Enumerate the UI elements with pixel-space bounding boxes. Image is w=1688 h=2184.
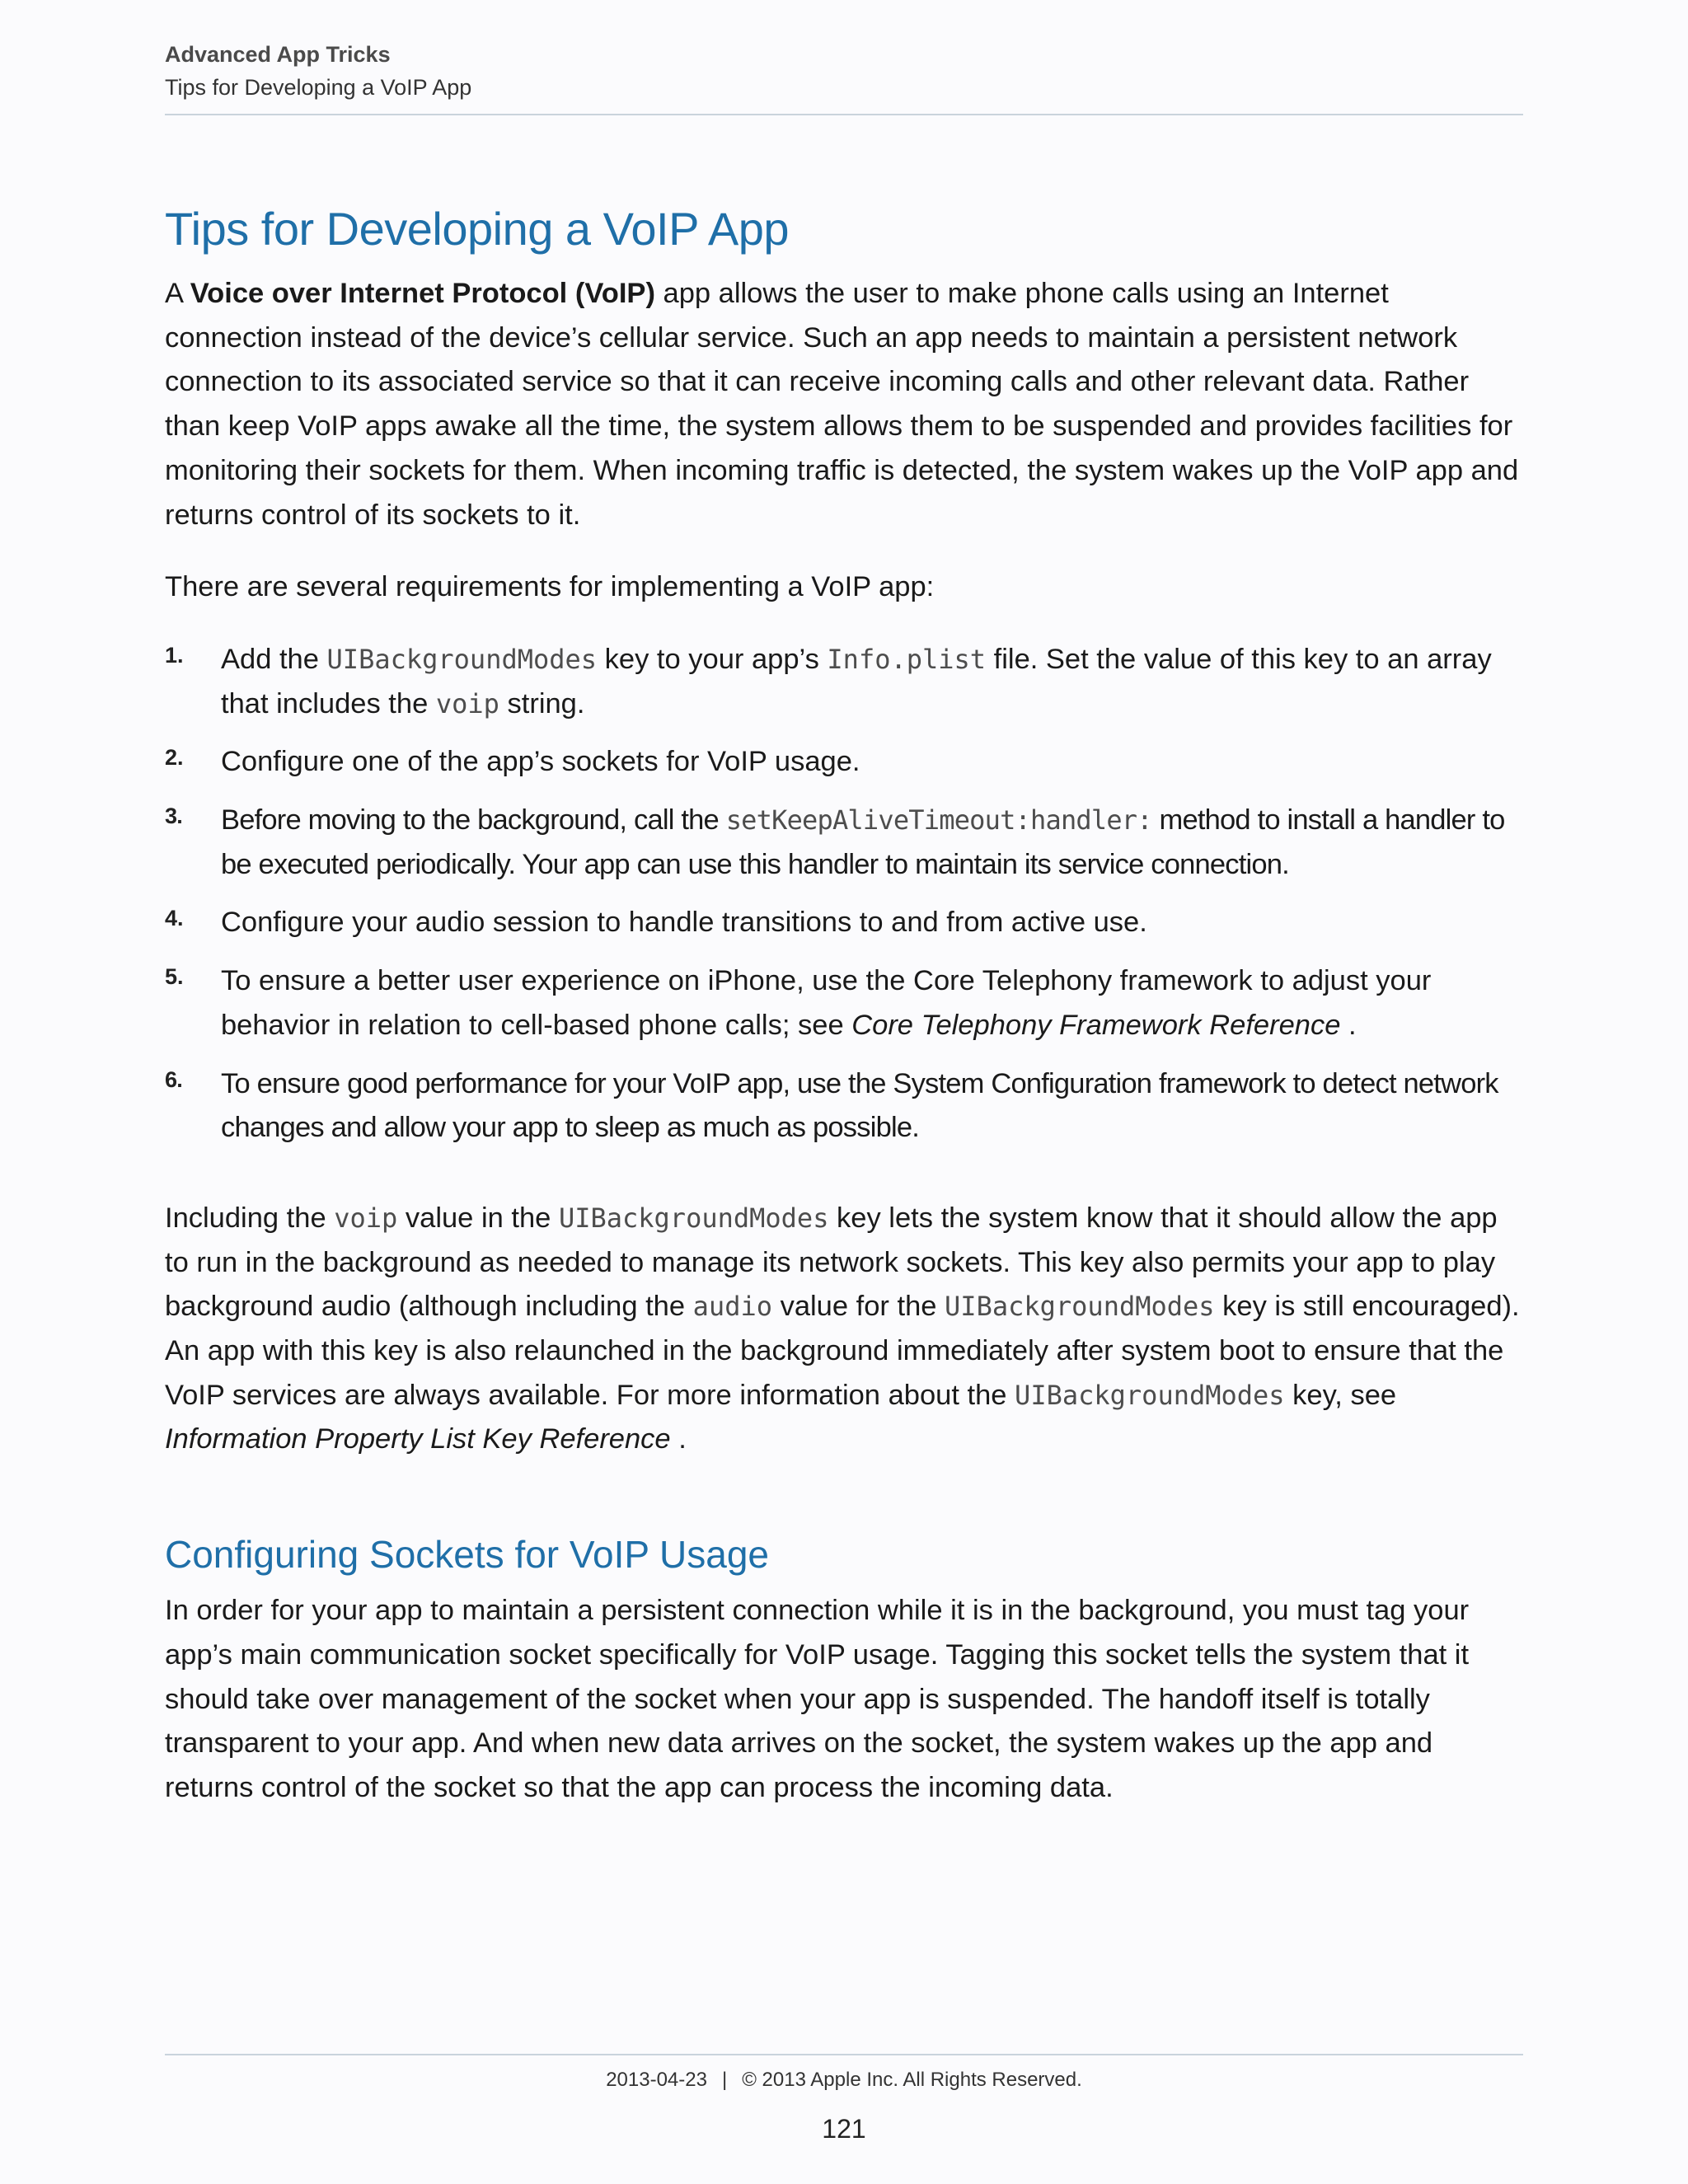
footer-separator: |: [721, 2069, 728, 2091]
doc-link-info-plist-reference[interactable]: Information Property List Key Reference: [165, 1423, 671, 1455]
code-ref: Info.plist: [827, 643, 987, 675]
list-number: 6.: [165, 1066, 182, 1092]
item-text: Add the: [221, 643, 327, 675]
item-text: Configure your audio session to handle transitions to and from active use.: [221, 907, 1147, 939]
subsection-title: Configuring Sockets for VoIP Usage: [165, 1533, 770, 1577]
footer-copyright: © 2013 Apple Inc. All Rights Reserved.: [742, 2069, 1082, 2091]
header-chapter-title: Advanced App Tricks: [165, 42, 391, 67]
para-text: value for the: [771, 1291, 945, 1323]
para-text: key lets the system know that it should allow the app to run in the background as needed to manage its network sockets. This key also permits your app to play background audio (although including the: [165, 1202, 1498, 1323]
list-number: 2.: [165, 745, 184, 771]
list-item: [165, 799, 1523, 887]
para-text: value in the: [397, 1202, 559, 1234]
list-item: [165, 1062, 1523, 1151]
item-text: .: [1340, 1009, 1357, 1041]
footer-divider: [165, 2054, 1523, 2055]
list-number: 5.: [165, 964, 184, 990]
code-ref: UIBackgroundModes: [945, 1291, 1215, 1323]
list-number: 4.: [165, 906, 184, 931]
code-ref: audio: [692, 1291, 772, 1323]
header-section-title: Tips for Developing a VoIP App: [165, 75, 472, 100]
list-item: [165, 638, 1523, 726]
doc-link-core-telephony[interactable]: Core Telephony Framework Reference: [851, 1009, 1341, 1041]
item-text: Configure one of the app’s sockets for VoIP usage.: [221, 746, 860, 778]
page-footer: [165, 2064, 1523, 2097]
footer-date: 2013-04-23: [606, 2069, 707, 2091]
intro-text: app allows the user to make phone calls using an Internet connection instead of the device’s cellular service. Such an app needs to maintain a persistent network connection to its associated service so that it can receive incoming calls and other relevant data. Rather than keep VoIP apps awake all the time, the system allows them to be suspended and provides facilities for monitoring their sockets for them. When incoming traffic is detected, the system wakes up the VoIP app and returns control of its sockets to it.: [165, 278, 1519, 531]
para-text: key, see: [1284, 1379, 1397, 1411]
list-number: 3.: [165, 804, 182, 829]
subsection-paragraph: In order for your app to maintain a persistent connection while it is in the background, you must tag your app’s main communication socket specifically for VoIP usage. Tagging this socket tells the system that it should take over management of the socket when your app is suspended. The handoff itself is totally transparent to your app. And when new data arrives on the socket, the system wakes up the app and returns control of the socket so that the app can process the incoming data.: [165, 1595, 1470, 1803]
code-ref: voip: [435, 687, 499, 719]
para-text: Including the: [165, 1202, 335, 1234]
main-content: [165, 196, 1523, 1839]
code-ref: voip: [334, 1202, 398, 1234]
para-text: .: [670, 1423, 687, 1455]
intro-prefix: A: [165, 278, 190, 309]
list-item: [165, 959, 1523, 1047]
item-text: string.: [499, 687, 585, 719]
requirements-intro: There are several requirements for implementing a VoIP app:: [165, 571, 935, 603]
closing-paragraph: [165, 1197, 1523, 1462]
running-header: [165, 38, 1523, 104]
list-item: [165, 901, 1523, 945]
code-ref: UIBackgroundModes: [326, 643, 598, 675]
item-text: file. Set the value of this key to an array that includes the: [221, 643, 1492, 719]
list-number: 1.: [165, 642, 184, 668]
intro-paragraph: [165, 272, 1523, 537]
requirements-list: [165, 638, 1523, 1151]
item-text: To ensure good performance for your VoIP app, use the System Configuration framework to detect network changes and allow your app to sleep as much as possible.: [221, 1067, 1498, 1144]
list-item: [165, 740, 1523, 785]
header-divider: [165, 114, 1523, 115]
intro-bold-term: Voice over Internet Protocol (VoIP): [190, 278, 655, 309]
page-number: 121: [822, 2114, 866, 2144]
code-ref: setKeepAliveTimeout:handler:: [725, 804, 1152, 837]
page-title: Tips for Developing a VoIP App: [165, 203, 790, 255]
code-ref: UIBackgroundModes: [558, 1202, 829, 1234]
item-text: Before moving to the background, call the: [221, 804, 726, 837]
code-ref: UIBackgroundModes: [1015, 1379, 1285, 1411]
para-text: key is still encouraged). An app with this key is also relaunched in the background immediately after system boot to ensure that the VoIP services are always available. For more information about the: [165, 1291, 1520, 1411]
item-text: method to install a handler to be executed periodically. Your app can use this handler to maintain its service connection.: [221, 804, 1505, 880]
item-text: key to your app’s: [597, 643, 828, 675]
item-text: To ensure a better user experience on iPhone, use the Core Telephony framework to adjust your behavior in relation to cell-based phone calls; see: [221, 965, 1432, 1041]
